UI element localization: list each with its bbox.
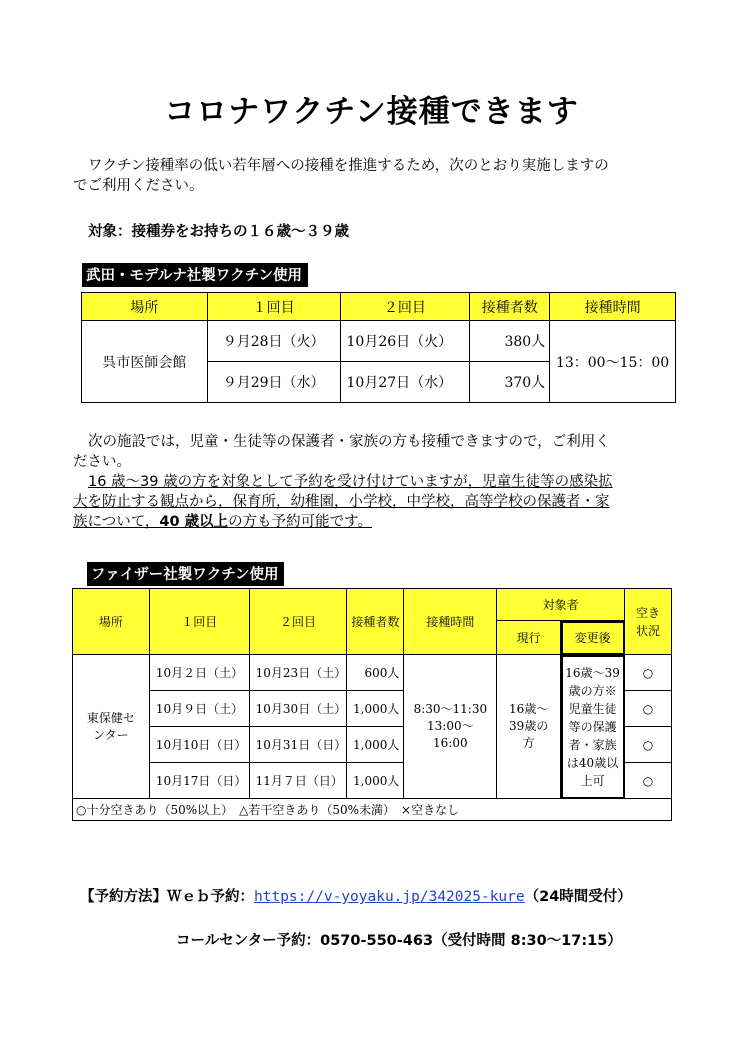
t2-first-date: 10月17日（日） [149, 763, 249, 799]
t1-venue: 呉市医師会館 [82, 321, 208, 403]
note-line-2: ださい。 [73, 454, 131, 470]
t2-vacancy: ○ [625, 763, 672, 799]
t2-venue: 東保健センター [73, 655, 150, 799]
t2-first-date: 10月10日（日） [149, 727, 249, 763]
note-line-5a: 族について， [73, 514, 160, 530]
t1-count: 370人 [470, 362, 550, 403]
t1-header-second: ２回目 [340, 293, 470, 321]
t2-count: 1,000人 [347, 691, 404, 727]
t2-header-place: 場所 [73, 589, 150, 655]
t1-header-time: 接種時間 [550, 293, 676, 321]
section2-label: ファイザー社製ワクチン使用 [87, 562, 284, 586]
t2-header-first: １回目 [149, 589, 249, 655]
intro-line-2: でご利用ください。 [73, 178, 204, 194]
reservation-label: 【予約方法】Ｗｅｂ予約： [80, 889, 254, 905]
t2-header-second: ２回目 [249, 589, 347, 655]
schedule-table-1 [81, 292, 676, 403]
note-line-4: 大を防止する観点から，保育所，幼稚園，小学校，中学校，高等学校の保護者・家 [73, 494, 610, 510]
t2-header-target: 対象者 [497, 589, 625, 621]
t2-header-time: 接種時間 [404, 589, 497, 655]
t1-first-date: ９月28日（火） [207, 321, 340, 362]
t1-header-place: 場所 [82, 293, 208, 321]
target-text: 対象：接種券をお持ちの１６歳～３９歳 [88, 224, 349, 240]
t1-time: 13：00～15：00 [550, 321, 676, 403]
t1-header-count: 接種者数 [470, 293, 550, 321]
reservation-web [80, 887, 632, 907]
reservation-suffix: （24時間受付） [524, 889, 632, 905]
note-line-5c: の方も予約可能です。 [228, 514, 372, 530]
t2-legend: ○十分空きあり（50%以上） △若干空きあり（50%未満） ×空きなし [73, 799, 672, 821]
t2-vacancy: ○ [625, 727, 672, 763]
t1-header-first: １回目 [207, 293, 340, 321]
t2-first-date: 10月９日（土） [149, 691, 249, 727]
intro-text [73, 156, 693, 196]
table-row [73, 655, 672, 691]
t1-count: 380人 [470, 321, 550, 362]
t2-count: 1,000人 [347, 763, 404, 799]
t2-second-date: 10月31日（日） [249, 727, 347, 763]
t1-second-date: 10月27日（水） [340, 362, 470, 403]
t2-count: 600人 [347, 655, 404, 691]
note-line-1: 次の施設では，児童・生徒等の保護者・家族の方も接種できますので，ご利用く [88, 434, 610, 450]
t2-vacancy: ○ [625, 691, 672, 727]
t2-header-current: 現行 [497, 621, 561, 655]
section1-label: 武田・モデルナ社製ワクチン使用 [82, 263, 308, 287]
t1-second-date: 10月26日（火） [340, 321, 470, 362]
t2-second-date: 11月７日（日） [249, 763, 347, 799]
table-row [82, 321, 676, 362]
page-title: コロナワクチン接種できます [164, 94, 579, 130]
note-line-5b: 40 歳以上 [159, 514, 229, 530]
note-line-5 [73, 512, 683, 532]
t2-current-target: 16歳～39歳の方 [497, 655, 561, 799]
t2-vacancy: ○ [625, 655, 672, 691]
note-line-3: 16 歳～39 歳の方を対象として予約を受け付けていますが，児童生徒等の感染拡 [88, 474, 613, 490]
note-text [73, 432, 683, 532]
t2-first-date: 10月２日（土） [149, 655, 249, 691]
intro-line-1: ワクチン接種率の低い若年層への接種を推進するため，次のとおり実施しますの [88, 158, 609, 174]
schedule-table-2 [72, 588, 672, 821]
t2-time: 8:30～11:30 13:00～16:00 [404, 655, 497, 799]
t2-second-date: 10月23日（土） [249, 655, 347, 691]
reservation-call: コールセンター予約：0570-550-463（受付時間 8:30～17:15） [176, 933, 622, 949]
t2-header-vacancy: 空き状況 [625, 589, 672, 655]
t2-header-count: 接種者数 [347, 589, 404, 655]
reservation-link[interactable]: https://v-yoyaku.jp/342025-kure [254, 889, 525, 905]
t2-header-changed: 変更後 [561, 621, 625, 655]
t2-count: 1,000人 [347, 727, 404, 763]
t2-changed-target: 16歳～39歳の方※児童生徒等の保護者・家族は40歳以上可 [561, 655, 625, 799]
t2-second-date: 10月30日（土） [249, 691, 347, 727]
t1-first-date: ９月29日（水） [207, 362, 340, 403]
